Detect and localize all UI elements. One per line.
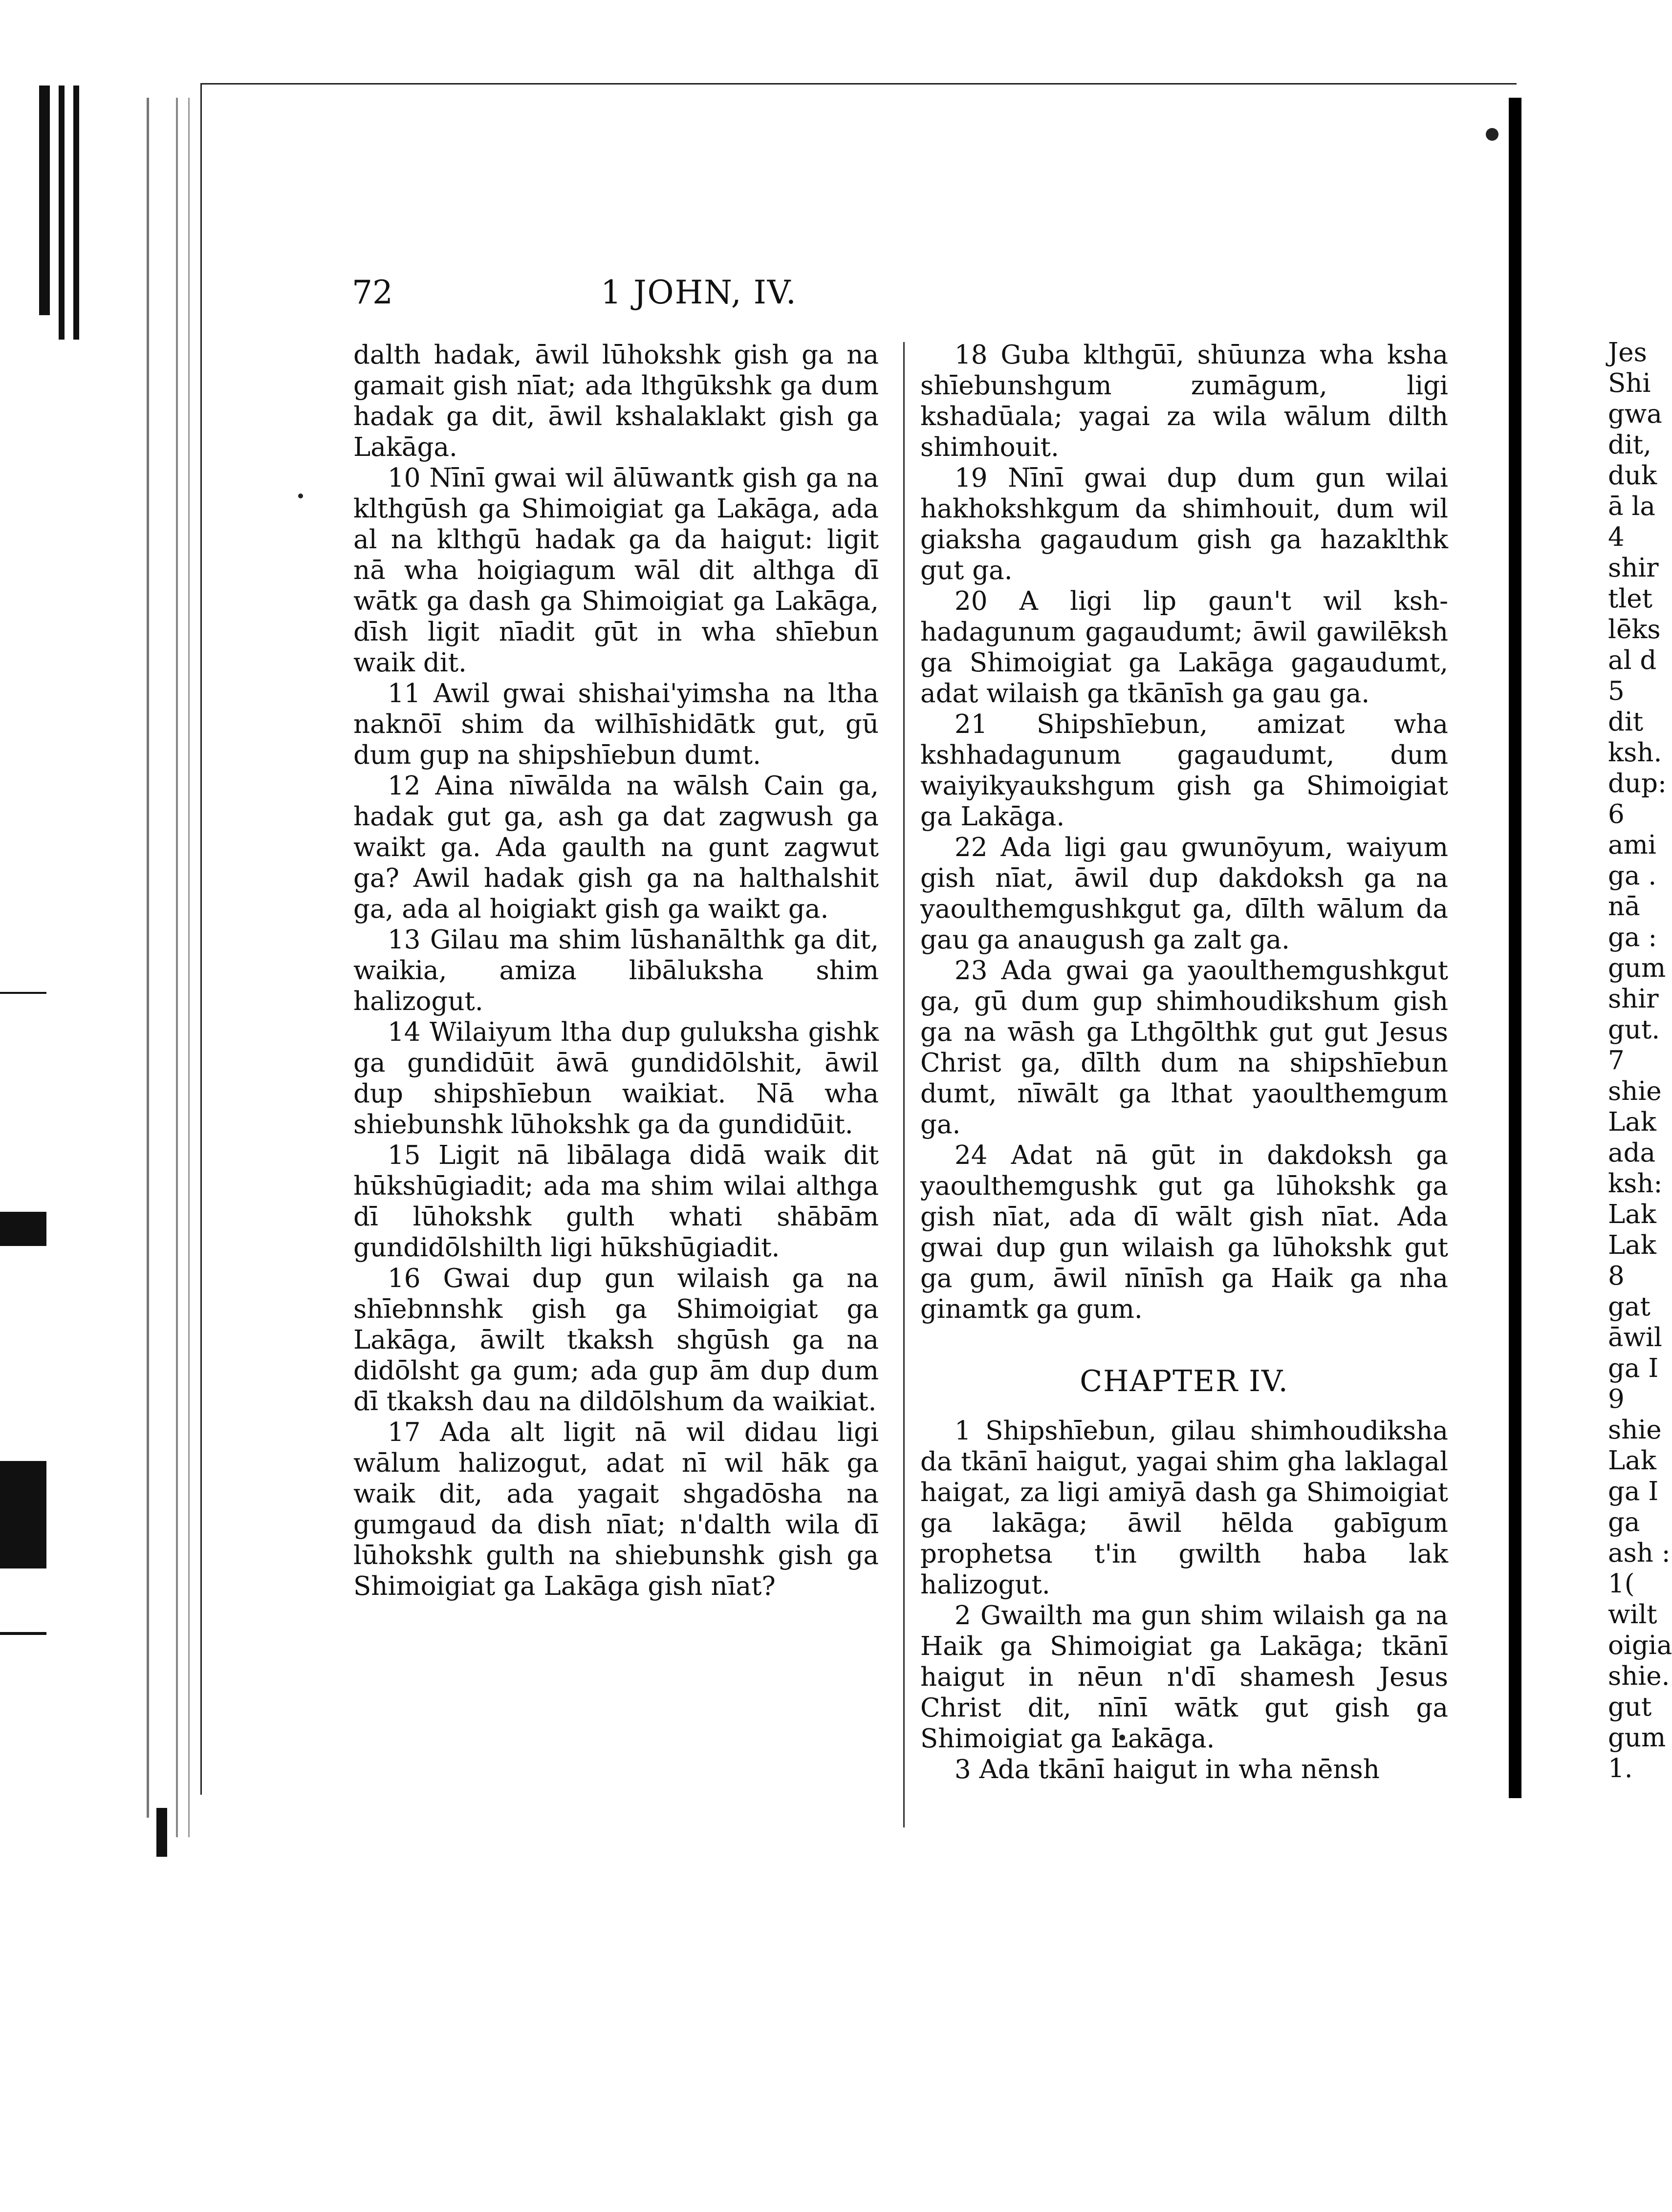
verse-paragraph: 23 Ada gwai ga yaoulthemgushkgut ga, gū dum gup shimhoudikshum gish ga na wāsh ga Lthgōlthk gut gut Jesus Christ ga, dīlth dum na shipshīebun dumt, nīwālt ga lthat yaoulthemgum ga. (920, 956, 1448, 1139)
facing-page-fragment: Lak (1608, 1200, 1656, 1229)
facing-page-fragment: ā la (1608, 492, 1655, 521)
facing-page-edge (1608, 337, 1672, 1784)
binding-line-3 (188, 98, 190, 1837)
binding-bar-2 (59, 86, 65, 340)
binding-bar-1 (39, 86, 50, 315)
facing-page-fragment: 5 (1608, 676, 1625, 706)
facing-page-fragment: shie (1608, 1415, 1662, 1445)
verse-paragraph: 19 Nīnī gwai dup dum gun wilai hakhokshkgum da shimhouit, dum wil giaksha gagaudum gish ga hazaklthk gut ga. (920, 463, 1448, 585)
verse-paragraph: 1 Shipshīebun, gilau shimhoudiksha da tkānī haigut, yagai shim gha laklagal haigat, za ligi amiyā dash ga Shimoigiat ga lakāga; āwil hēlda gabīgum prophetsa t'in gwilth haba lak halizogut. (920, 1416, 1448, 1600)
facing-page-fragment: wilt (1608, 1600, 1657, 1630)
page-header (352, 274, 1046, 318)
facing-page-fragment: al d (1608, 645, 1657, 675)
facing-page-fragment: lēks (1608, 615, 1661, 644)
chapter-heading: CHAPTER IV. (1080, 1364, 1289, 1398)
verse-paragraph: 24 Adat nā gūt in dakdoksh ga yaoulthemgushk gut ga lūhokshk ga gish nīat, ada dī wālt gish nīat. Ada gwai dup gun wilaish ga lūhokshk gut ga gum, āwil nīnīsh ga Haik ga nha ginamtk ga gum. (920, 1140, 1448, 1324)
facing-page-fragment: shir (1608, 984, 1659, 1014)
verse-paragraph: 2 Gwailth ma gun shim wilaish ga na Haik ga Shimoigiat ga Lakāga; tkānī haigut in nēun n'dī shamesh Jesus Christ dit, nīnī wātk gut gish ga Shimoigiat ga Lakāga. (920, 1601, 1448, 1754)
facing-page-fragment: 1. (1608, 1754, 1633, 1783)
facing-page-fragment: ga (1608, 1507, 1640, 1537)
verse-paragraph: 10 Nīnī gwai wil ālūwantk gish ga na klthgūsh ga Shimoigiat ga Lakāga, ada al na klthgū hadak ga da haigut: ligit nā wha hoigiagum wāl dit althga dī wātk ga dash ga Shimoigiat ga Lakāga, dīsh ligit nīadit gūt in wha shīebun waik dit. (353, 463, 879, 678)
facing-page-fragment: dup: (1608, 769, 1667, 798)
facing-page-fragment: dit (1608, 707, 1644, 737)
speck (298, 494, 303, 498)
binding-bar-3 (73, 86, 79, 340)
verse-paragraph: 18 Guba klthgūī, shūunza wha ksha shīebunshgum zumāgum, ligi kshadūala; yagai za wila wālum dilth shimhouit. (920, 340, 1448, 462)
verse-paragraph: 14 Wilaiyum ltha dup guluksha gishk ga gundidūit āwā gundidōlshit, āwil dup shipshīebun waikiat. Nā wha shiebunshk lūhokshk ga da gundidūit. (353, 1017, 879, 1139)
verse-paragraph: 17 Ada alt ligit nā wil didau ligi wālum halizogut, adat nī wil hāk ga waik dit, ada yagait shgadōsha na gumgaud da dish nīat; n'dalth wila dī lūhokshk gulth na shiebunshk gish ga Shimoigiat ga Lakāga gish nīat? (353, 1417, 879, 1601)
verse-paragraph: 13 Gilau ma shim lūshanālthk ga dit, waikia, amiza libāluksha shim halizogut. (353, 925, 879, 1016)
column-divider (903, 342, 905, 1827)
binding-line-1 (147, 98, 149, 1818)
facing-page-fragment: nā (1608, 892, 1640, 922)
page-number: 72 (352, 274, 393, 311)
facing-page-fragment: āwil (1608, 1323, 1662, 1353)
facing-page-fragment: shie. (1608, 1661, 1670, 1691)
facing-page-fragment: ga I (1608, 1353, 1659, 1383)
facing-page-fragment: 4 (1608, 522, 1625, 552)
facing-page-fragment: dit, (1608, 430, 1652, 460)
running-head: 1 JOHN, IV. (601, 274, 797, 311)
facing-page-fragment: gwa (1608, 399, 1662, 429)
verse-paragraph: dalth hadak, āwil lūhokshk gish ga na gamait gish nīat; ada lthgūkshk ga dum hadak ga dit, āwil kshalaklakt gish ga Lakāga. (353, 340, 879, 462)
verse-paragraph: 16 Gwai dup gun wilaish ga na shīebnnshk gish ga Shimoigiat ga Lakāga, āwilt tkaksh shgūsh ga na didōlsht ga gum; ada gup ām dup dum dī tkaksh dau na dildōlshum da waikiat. (353, 1264, 879, 1417)
verse-paragraph: 20 A ligi lip gaun't wil ksh-hadagunum gagaudumt; āwil gawilēksh ga Shimoigiat ga Lakāga gagaudumt, adat wilaish ga tkānīsh ga gau ga. (920, 586, 1448, 709)
facing-page-fragment: 9 (1608, 1384, 1625, 1414)
facing-page-fragment: 1( (1608, 1569, 1635, 1599)
facing-page-fragment: ami (1608, 830, 1656, 860)
binding-bar-8 (156, 1808, 167, 1857)
page-gutter-shadow (1509, 98, 1521, 1798)
facing-page-fragment: Lak (1608, 1107, 1656, 1137)
facing-page-fragment: ga I (1608, 1477, 1659, 1506)
binding-line-2 (176, 98, 178, 1837)
verse-paragraph: 21 Shipshīebun, amizat wha kshhadagunum gagaudumt, dum waiyikyaukshgum gish ga Shimoigiat ga Lakāga. (920, 709, 1448, 832)
verse-paragraph: 3 Ada tkānī haigut in wha nēnsh (955, 1755, 1380, 1784)
facing-page-fragment: shir (1608, 553, 1659, 583)
verse-paragraph: 12 Aina nīwālda na wālsh Cain ga, hadak gut ga, ash ga dat zagwush ga waikt ga. Ada gaulth na gunt zagwut ga? Awil hadak gish ga na halthalshit ga, ada al hoigiakt gish ga waikt ga. (353, 771, 879, 924)
binding-bar-6 (0, 1632, 46, 1635)
facing-page-fragment: Lak (1608, 1446, 1656, 1476)
facing-page-fragment: gat (1608, 1292, 1650, 1322)
facing-page-fragment: ga : (1608, 923, 1657, 952)
binding-bar-7 (0, 992, 46, 994)
facing-page-fragment: 8 (1608, 1261, 1625, 1291)
facing-page-fragment: gum (1608, 953, 1666, 983)
facing-page-fragment: ksh: (1608, 1169, 1663, 1199)
facing-page-fragment: gut. (1608, 1015, 1660, 1045)
facing-page-fragment: ksh. (1608, 738, 1662, 768)
facing-page-fragment: gum (1608, 1723, 1666, 1753)
facing-page-fragment: shie (1608, 1076, 1662, 1106)
facing-page-fragment: ga . (1608, 861, 1657, 891)
facing-page-fragment: 7 (1608, 1046, 1625, 1075)
facing-page-fragment: Shi (1608, 368, 1651, 398)
left-column (353, 340, 879, 1602)
verse-paragraph: 22 Ada ligi gau gwunōyum, waiyum gish nīat, āwil dup dakdoksh ga na yaoulthemgushkgut ga, dīlth wālum da gau ga anaugush ga zalt ga. (920, 833, 1448, 955)
facing-page-fragment: tlet (1608, 584, 1652, 614)
verse-paragraph: 11 Awil gwai shishai'yimsha na ltha naknōī shim da wilhīshidātk gut, gū dum gup na shipshīebun dumt. (353, 679, 879, 770)
speck (1486, 128, 1498, 141)
right-column (920, 340, 1448, 1785)
facing-page-fragment: Jes (1608, 338, 1647, 367)
facing-page-fragment: Lak (1608, 1230, 1656, 1260)
binding-bar-4 (0, 1212, 46, 1246)
facing-page-fragment: duk (1608, 461, 1657, 491)
facing-page-fragment: gut (1608, 1692, 1652, 1722)
facing-page-fragment: ash : (1608, 1538, 1671, 1568)
facing-page-fragment: oigia (1608, 1631, 1672, 1660)
verse-paragraph: 15 Ligit nā libālaga didā waik dit hūkshūgiadit; ada ma shim wilai althga dī lūhokshk gulth whati shābām gundidōlshilth ligi hūkshūgiadit. (353, 1140, 879, 1263)
facing-page-fragment: ada (1608, 1138, 1656, 1168)
facing-page-fragment: 6 (1608, 799, 1625, 829)
binding-bar-5 (0, 1461, 46, 1568)
